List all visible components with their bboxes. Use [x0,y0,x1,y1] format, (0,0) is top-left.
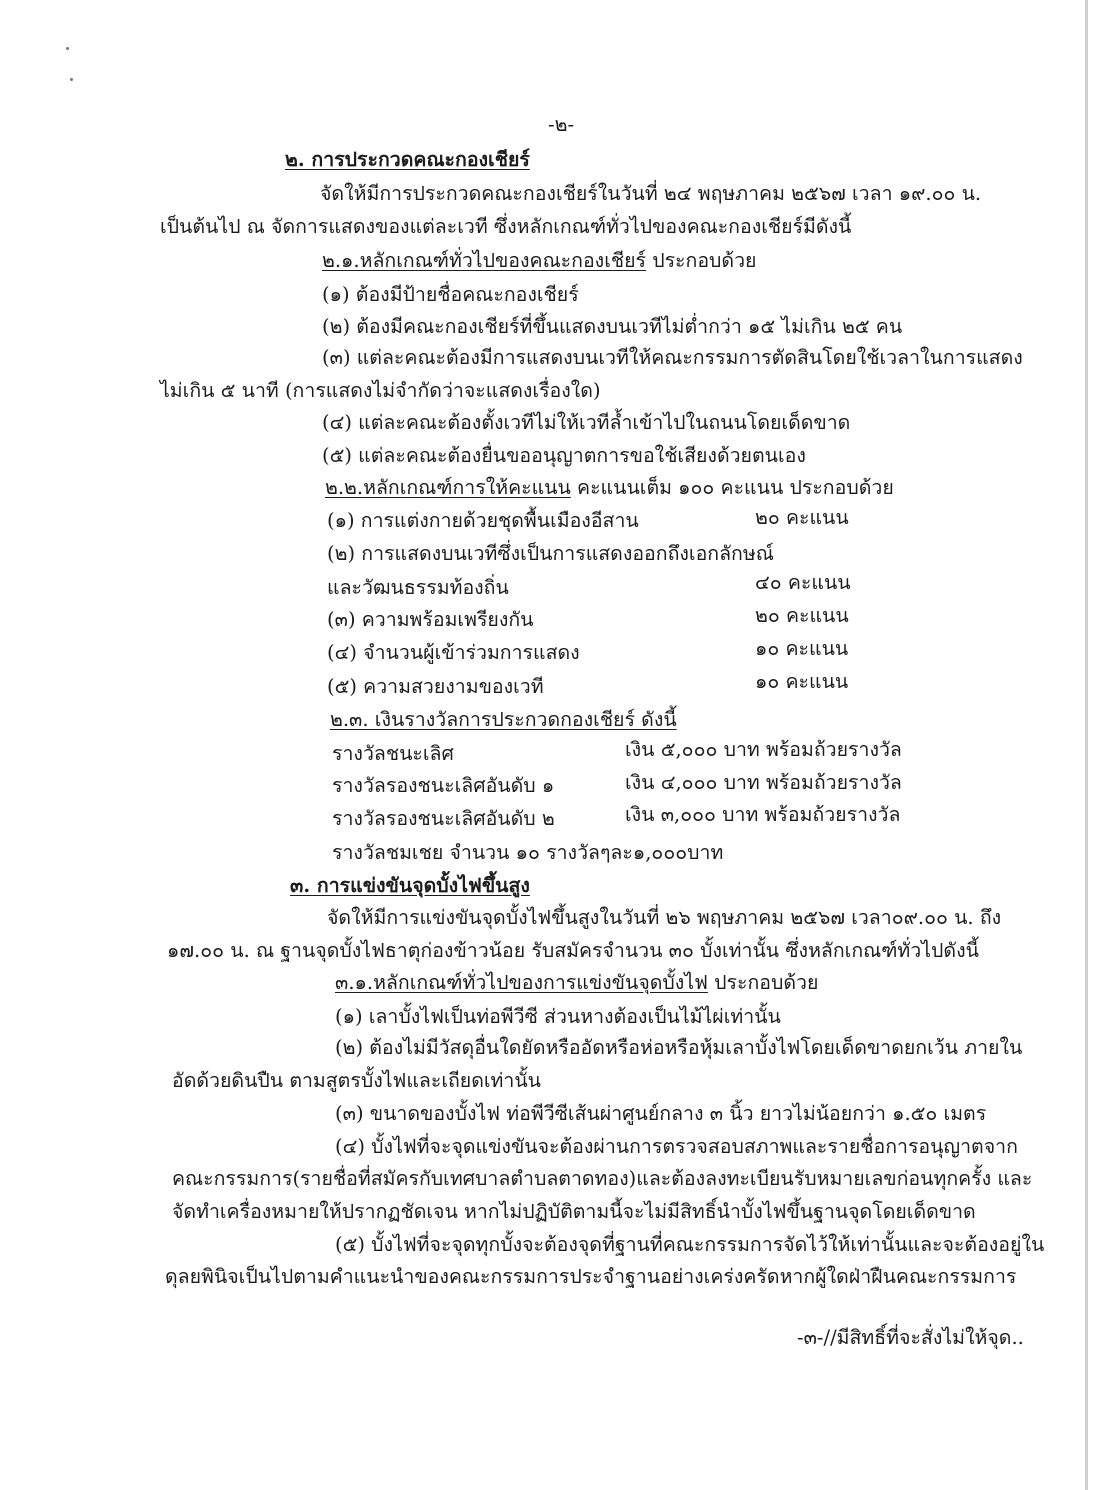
prize-consolation: รางวัลชมเชย จำนวน ๑๐ รางวัลๆละ๑,๐๐๐บาท [332,841,724,864]
section-3-intro-line-1: จัดให้มีการแข่งขันจุดบั้งไฟขึ้นสูงในวันที่ ๒๖ พฤษภาคม ๒๕๖๗ เวลา๐๙.๐๐ น. ถึง [327,906,1002,929]
section-3-1-heading [335,970,818,996]
section-2-1-item-2: (๒) ต้องมีคณะกองเชียร์ที่ขึ้นแสดงบนเวทีไม่ต่ำกว่า ๑๕ ไม่เกิน ๒๕ คน [322,315,903,338]
section-3-title: ๓. การแข่งขันจุดบั้งไฟขึ้นสูง [290,874,530,897]
section-2-intro-line-2: เป็นต้นไป ณ จัดการแสดงของแต่ละเวที ซึ่งหลักเกณฑ์ทั่วไปของคณะกองเชียร์มีดังนี้ [160,215,852,238]
section-2-1-heading [322,248,756,274]
score-row-1-value: ๒๐ คะแนน [755,506,849,529]
section-3-1-item-1: (๑) เลาบั้งไฟเป็นท่อพีวีซี ส่วนหางต้องเป็นไม้ไผ่เท่านั้น [335,1005,781,1028]
section-2-1-heading-title: ๒.๑.หลักเกณฑ์ทั่วไปของคณะกองเชียร์ [322,249,646,272]
section-2-1-item-4: (๔) แต่ละคณะต้องตั้งเวทีไม่ให้เวทีล้ำเข้าไปในถนนโดยเด็ดขาด [322,411,851,434]
footer-continuation: -๓-//มีสิทธิ์ที่จะสั่งไม่ให้จุด.. [797,1326,1024,1349]
prize-3-amount: เงิน ๓,๐๐๐ บาท พร้อมถ้วยรางวัล [625,803,901,826]
section-2-2-heading-title: ๒.๒.หลักเกณฑ์การให้คะแนน [325,476,571,499]
page-number: -๒- [548,113,575,136]
section-3-1-item-5-line-1: (๕) บั้งไฟที่จะจุดทุกบั้งจะต้องจุดที่ฐานที่คณะกรรมการจัดไว้ให้เท่านั้นและจะต้องอยู่ใน [335,1233,1045,1256]
scan-speck [70,78,73,81]
section-3-1-item-3: (๓) ขนาดของบั้งไฟ ท่อพีวีซีเส้นผ่าศูนย์กลาง ๓ นิ้ว ยาวไม่น้อยกว่า ๑.๕๐ เมตร [335,1102,987,1125]
section-2-3-heading: ๒.๓. เงินรางวัลการประกวดกองเชียร์ ดังนี้ [330,708,677,731]
score-row-5-label: (๔) จำนวนผู้เข้าร่วมการแสดง [327,641,580,664]
score-row-3-value: ๔๐ คะแนน [755,571,851,594]
section-3-1-heading-title: ๓.๑.หลักเกณฑ์ทั่วไปของการแข่งขันจุดบั้งไฟ [335,971,708,994]
section-3-1-item-2-line-2: อัดด้วยดินปืน ตามสูตรบั้งไฟและเถียดเท่านั้น [172,1069,542,1092]
section-2-title: ๒. การประกวดคณะกองเชียร์ [285,148,530,171]
section-2-1-item-3-line-1: (๓) แต่ละคณะต้องมีการแสดงบนเวทีให้คณะกรรมการตัดสินโดยใช้เวลาในการแสดง [322,346,1023,369]
section-3-1-heading-tail: ประกอบด้วย [707,971,819,994]
score-row-6-value: ๑๐ คะแนน [755,670,849,693]
score-row-2-label: (๒) การแสดงบนเวทีซึ่งเป็นการแสดงออกถึงเอกลักษณ์ [327,542,774,565]
section-2-1-item-5: (๕) แต่ละคณะต้องยื่นขออนุญาตการขอใช้เสียงด้วยตนเอง [322,444,806,467]
score-row-4-label: (๓) ความพร้อมเพรียงกัน [327,608,534,631]
score-row-4-value: ๒๐ คะแนน [755,604,849,627]
section-2-1-heading-tail: ประกอบด้วย [646,249,757,272]
prize-1-name: รางวัลชนะเลิศ [332,742,454,765]
prize-2-name: รางวัลรองชนะเลิศอันดับ ๑ [332,774,555,797]
section-2-1-item-1: (๑) ต้องมีป้ายชื่อคณะกองเชียร์ [322,283,579,306]
section-3-1-item-4-line-2: คณะกรรมการ(รายชื่อที่สมัครกับเทศบาลตำบลตาดทอง)และต้องลงทะเบียนรับหมายเลขก่อนทุกครั้ง และ [172,1167,1033,1190]
section-2-1-item-3-line-2: ไม่เกิน ๕ นาที (การแสดงไม่จำกัดว่าจะแสดงเรื่องใด) [160,379,601,402]
prize-1-amount: เงิน ๕,๐๐๐ บาท พร้อมถ้วยรางวัล [625,738,902,761]
section-3-intro-line-2: ๑๗.๐๐ น. ณ ฐานจุดบั้งไฟธาตุก่องข้าวน้อย รับสมัครจำนวน ๓๐ บั้งเท่านั้น ซึ่งหลักเกณฑ์ทั่วไปดังนี้ [167,939,979,962]
scan-speck [66,47,69,50]
prize-2-amount: เงิน ๔,๐๐๐ บาท พร้อมถ้วยรางวัล [625,771,902,794]
section-2-intro-line-1: จัดให้มีการประกวดคณะกองเชียร์ในวันที่ ๒๔ พฤษภาคม ๒๕๖๗ เวลา ๑๙.๐๐ น. [320,182,982,205]
score-row-1-label: (๑) การแต่งกายด้วยชุดพื้นเมืองอีสาน [327,509,639,532]
score-row-3-label: และวัฒนธรรมท้องถิ่น [327,576,509,599]
score-row-5-value: ๑๐ คะแนน [755,637,849,660]
prize-3-name: รางวัลรองชนะเลิศอันดับ ๒ [332,807,555,830]
section-3-1-item-2-line-1: (๒) ต้องไม่มีวัสดุอื่นใดยัดหรืออัดหรือห่อหรือหุ้มเลาบั้งไฟโดยเด็ดขาดยกเว้น ภายใน [335,1036,1023,1059]
score-row-6-label: (๕) ความสวยงามของเวที [327,675,544,698]
section-3-1-item-4-line-1: (๔) บั้งไฟที่จะจุดแข่งขันจะต้องผ่านการตรวจสอบสภาพและรายชื่อการอนุญาตจาก [335,1135,1018,1158]
section-3-1-item-5-line-2: ดุลยพินิจเป็นไปตามคำแนะนำของคณะกรรมการประจำฐานอย่างเคร่งครัดหากผู้ใดฝ่าฝืนคณะกรรมการ [165,1265,1017,1288]
section-2-2-heading [325,475,894,501]
section-3-1-item-4-line-3: จัดทำเครื่องหมายให้ปรากฏชัดเจน หากไม่ปฏิบัติตามนี้จะไม่มีสิทธิ์นำบั้งไฟขึ้นฐานจุดโดยเด็ดขาด [172,1200,976,1223]
section-2-2-heading-tail: คะแนนเต็ม ๑๐๐ คะแนน ประกอบด้วย [570,476,894,499]
